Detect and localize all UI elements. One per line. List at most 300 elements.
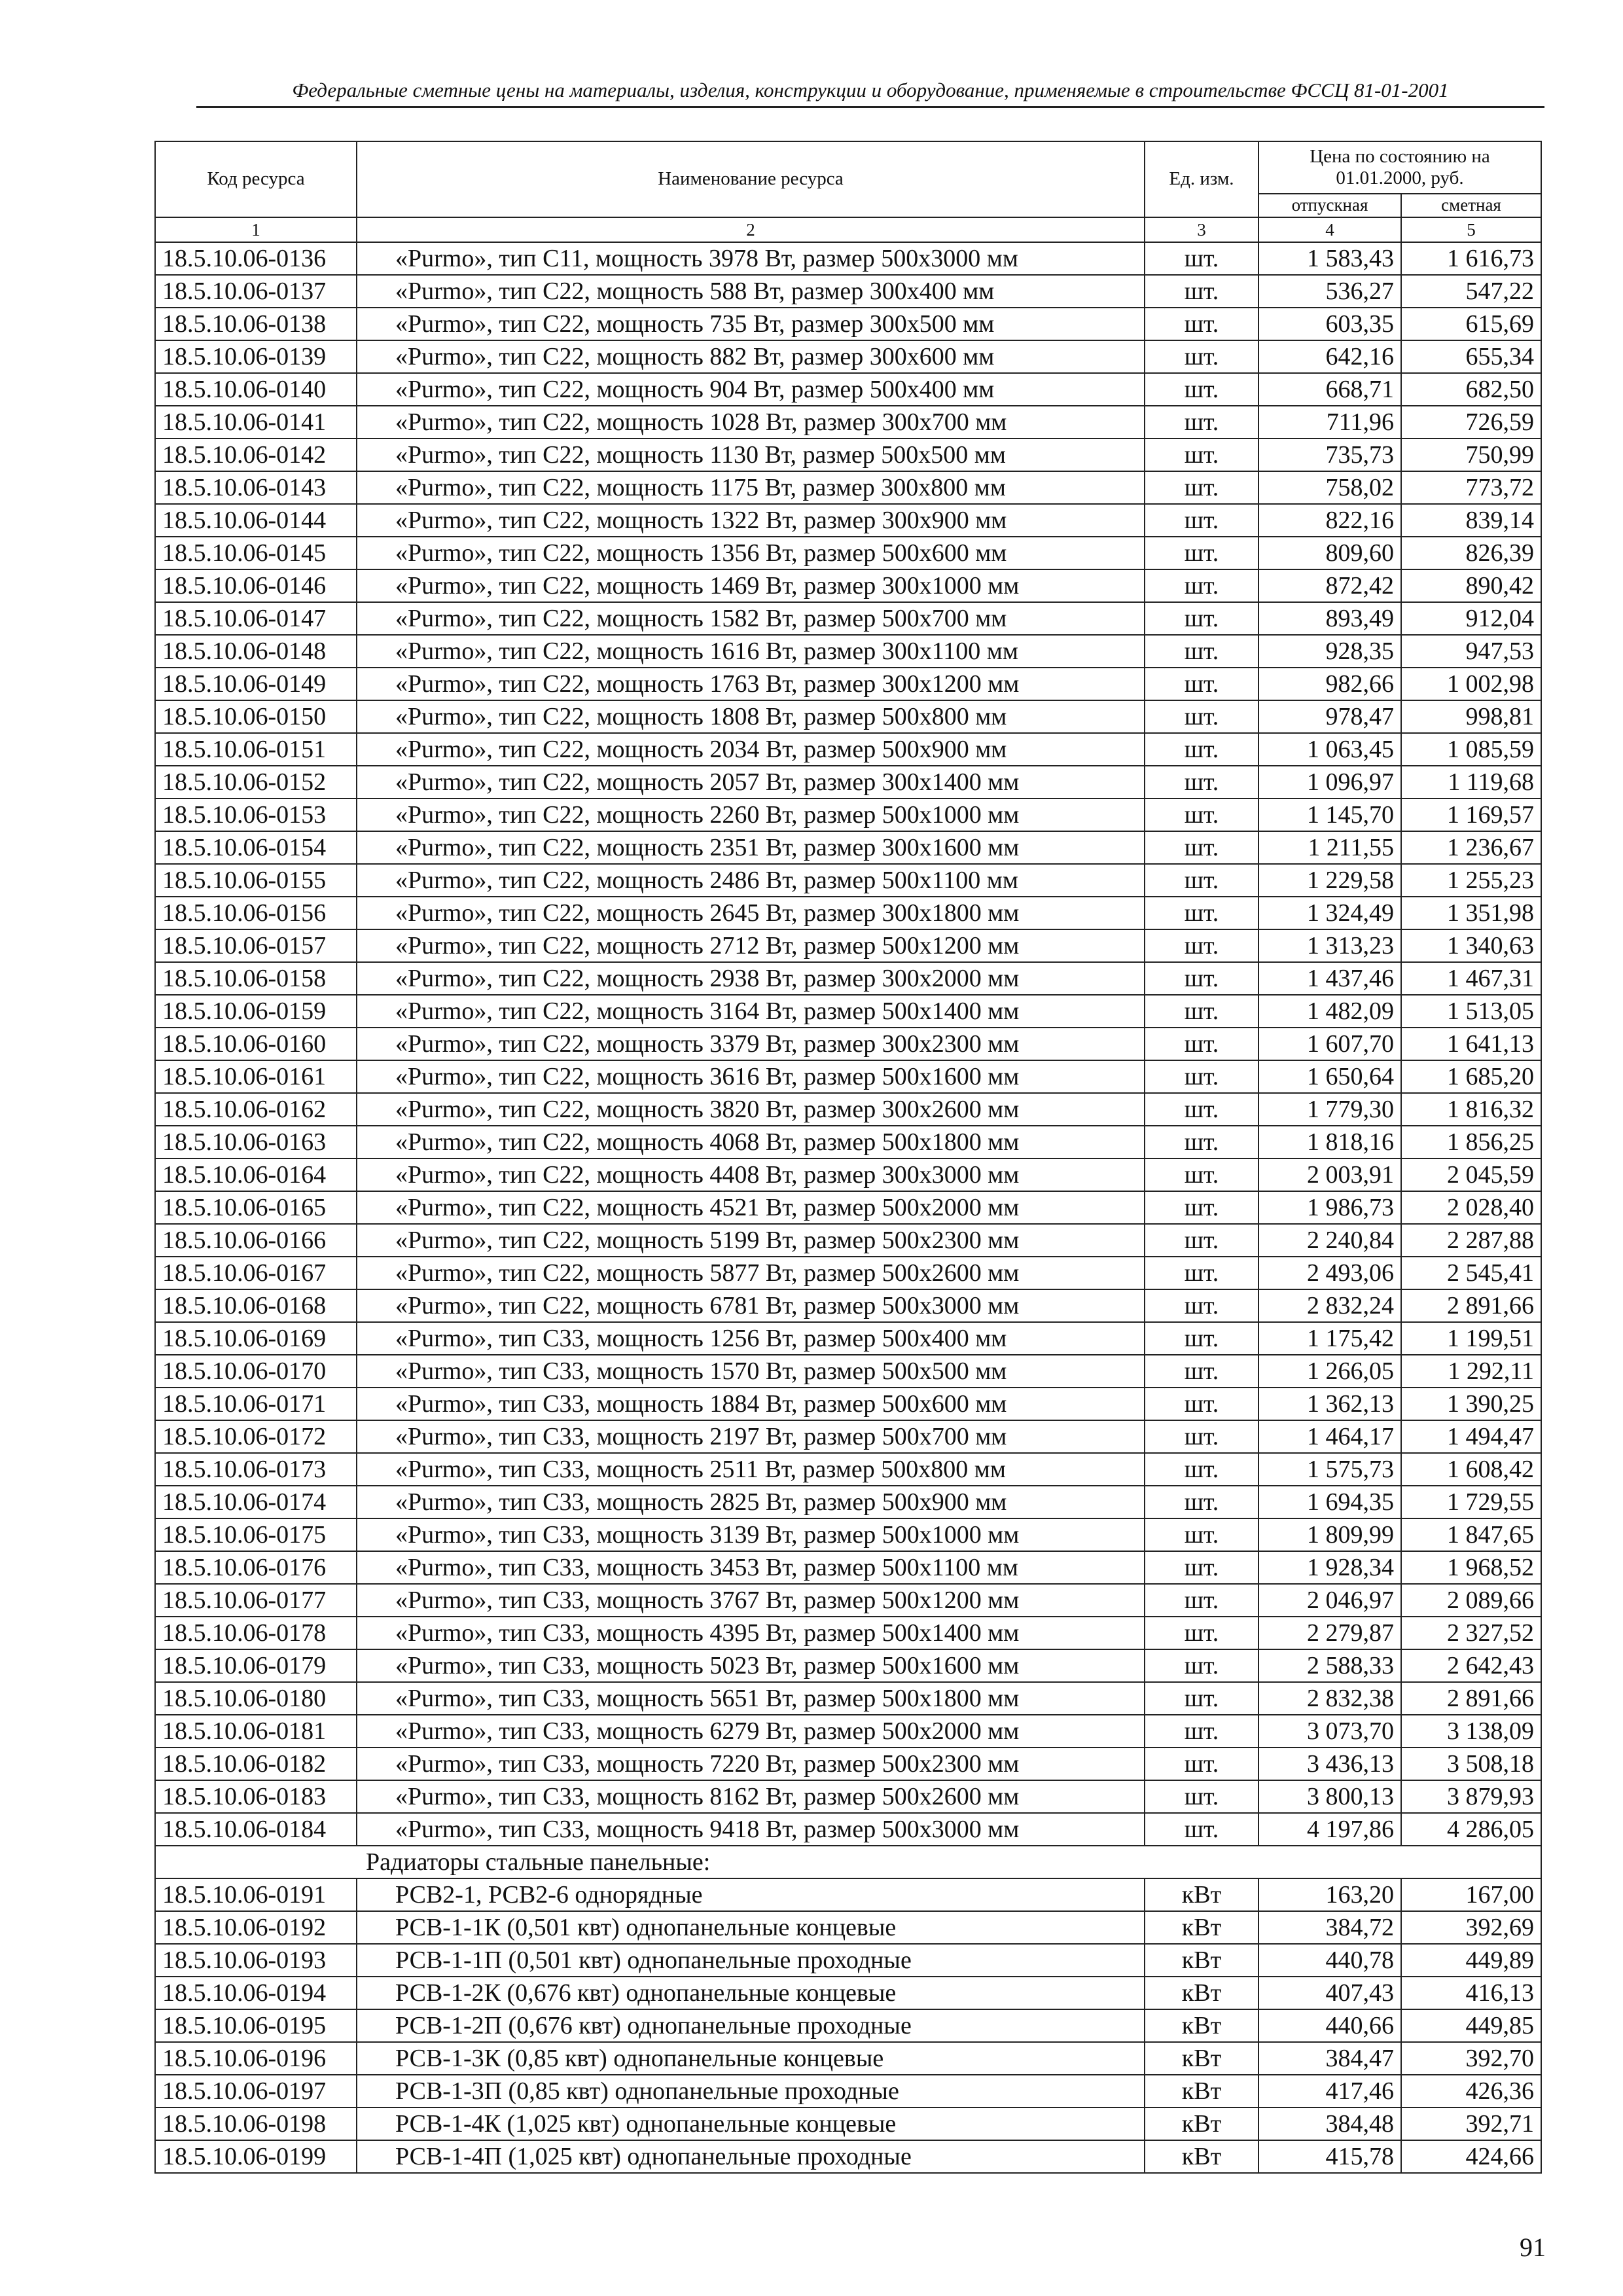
column-number: 5 xyxy=(1401,217,1541,242)
cell-code: 18.5.10.06-0184 xyxy=(155,1813,357,1846)
cell-unit: шт. xyxy=(1145,766,1258,798)
table-row xyxy=(155,537,1541,569)
cell-name: «Purmo», тип C33, мощность 2825 Вт, размер 500х900 мм xyxy=(357,1486,1145,1518)
cell-name: «Purmo», тип C22, мощность 5199 Вт, размер 500х2300 мм xyxy=(357,1224,1145,1257)
cell-code: 18.5.10.06-0158 xyxy=(155,962,357,995)
cell-code: 18.5.10.06-0182 xyxy=(155,1748,357,1780)
cell-name: «Purmo», тип C33, мощность 4395 Вт, размер 500х1400 мм xyxy=(357,1617,1145,1649)
cell-release-price: 440,66 xyxy=(1258,2009,1401,2042)
cell-estimated-price: 1 816,32 xyxy=(1401,1093,1541,1126)
cell-unit: шт. xyxy=(1145,1191,1258,1224)
cell-code: 18.5.10.06-0150 xyxy=(155,700,357,733)
cell-release-price: 1 229,58 xyxy=(1258,864,1401,897)
cell-estimated-price: 1 685,20 xyxy=(1401,1060,1541,1093)
cell-estimated-price: 1 616,73 xyxy=(1401,242,1541,275)
cell-unit: шт. xyxy=(1145,798,1258,831)
table-row xyxy=(155,471,1541,504)
cell-estimated-price: 2 089,66 xyxy=(1401,1584,1541,1617)
cell-code: 18.5.10.06-0198 xyxy=(155,2108,357,2140)
cell-release-price: 1 313,23 xyxy=(1258,929,1401,962)
cell-estimated-price: 1 390,25 xyxy=(1401,1388,1541,1420)
cell-name: «Purmo», тип C33, мощность 3139 Вт, размер 500х1000 мм xyxy=(357,1518,1145,1551)
cell-unit: кВт xyxy=(1145,1878,1258,1911)
cell-release-price: 2 588,33 xyxy=(1258,1649,1401,1682)
cell-release-price: 384,48 xyxy=(1258,2108,1401,2140)
cell-unit: шт. xyxy=(1145,1126,1258,1158)
cell-release-price: 668,71 xyxy=(1258,373,1401,406)
cell-code: 18.5.10.06-0171 xyxy=(155,1388,357,1420)
table-row xyxy=(155,995,1541,1028)
table-body xyxy=(155,242,1541,2173)
table-row xyxy=(155,373,1541,406)
header-code: Код ресурса xyxy=(155,141,357,217)
price-table xyxy=(154,141,1542,2174)
cell-name: «Purmo», тип C11, мощность 3978 Вт, размер 500х3000 мм xyxy=(357,242,1145,275)
cell-release-price: 1 809,99 xyxy=(1258,1518,1401,1551)
cell-code: 18.5.10.06-0156 xyxy=(155,897,357,929)
cell-unit: шт. xyxy=(1145,1289,1258,1322)
cell-release-price: 2 493,06 xyxy=(1258,1257,1401,1289)
cell-code: 18.5.10.06-0197 xyxy=(155,2075,357,2108)
cell-unit: кВт xyxy=(1145,1911,1258,1944)
cell-name: «Purmo», тип C22, мощность 3616 Вт, размер 500х1600 мм xyxy=(357,1060,1145,1093)
cell-release-price: 1 464,17 xyxy=(1258,1420,1401,1453)
cell-estimated-price: 726,59 xyxy=(1401,406,1541,439)
cell-code: 18.5.10.06-0191 xyxy=(155,1878,357,1911)
cell-unit: шт. xyxy=(1145,242,1258,275)
cell-name: «Purmo», тип C22, мощность 1322 Вт, размер 300х900 мм xyxy=(357,504,1145,537)
cell-release-price: 735,73 xyxy=(1258,439,1401,471)
cell-unit: кВт xyxy=(1145,2075,1258,2108)
table-row xyxy=(155,1126,1541,1158)
cell-estimated-price: 1 968,52 xyxy=(1401,1551,1541,1584)
cell-unit: шт. xyxy=(1145,668,1258,700)
table-row xyxy=(155,1748,1541,1780)
cell-code: 18.5.10.06-0157 xyxy=(155,929,357,962)
cell-estimated-price: 1 340,63 xyxy=(1401,929,1541,962)
cell-name: «Purmo», тип C22, мощность 2351 Вт, размер 300х1600 мм xyxy=(357,831,1145,864)
cell-name: «Purmo», тип C33, мощность 3453 Вт, размер 500х1100 мм xyxy=(357,1551,1145,1584)
table-row xyxy=(155,1486,1541,1518)
cell-code: 18.5.10.06-0172 xyxy=(155,1420,357,1453)
table-row xyxy=(155,635,1541,668)
cell-release-price: 809,60 xyxy=(1258,537,1401,569)
cell-code: 18.5.10.06-0175 xyxy=(155,1518,357,1551)
cell-unit: шт. xyxy=(1145,1486,1258,1518)
cell-unit: шт. xyxy=(1145,1748,1258,1780)
cell-estimated-price: 424,66 xyxy=(1401,2140,1541,2173)
cell-name: «Purmo», тип C22, мощность 2034 Вт, размер 500х900 мм xyxy=(357,733,1145,766)
cell-unit: шт. xyxy=(1145,864,1258,897)
table-row xyxy=(155,1093,1541,1126)
cell-unit: шт. xyxy=(1145,406,1258,439)
cell-release-price: 1 211,55 xyxy=(1258,831,1401,864)
cell-unit: кВт xyxy=(1145,2009,1258,2042)
cell-estimated-price: 392,69 xyxy=(1401,1911,1541,1944)
cell-release-price: 982,66 xyxy=(1258,668,1401,700)
cell-unit: шт. xyxy=(1145,733,1258,766)
cell-estimated-price: 416,13 xyxy=(1401,1977,1541,2009)
cell-release-price: 1 779,30 xyxy=(1258,1093,1401,1126)
cell-name: «Purmo», тип C22, мощность 3164 Вт, размер 500х1400 мм xyxy=(357,995,1145,1028)
cell-release-price: 1 482,09 xyxy=(1258,995,1401,1028)
cell-estimated-price: 1 729,55 xyxy=(1401,1486,1541,1518)
cell-unit: шт. xyxy=(1145,471,1258,504)
cell-estimated-price: 3 138,09 xyxy=(1401,1715,1541,1748)
cell-code: 18.5.10.06-0179 xyxy=(155,1649,357,1682)
cell-estimated-price: 392,71 xyxy=(1401,2108,1541,2140)
cell-release-price: 822,16 xyxy=(1258,504,1401,537)
cell-estimated-price: 1 169,57 xyxy=(1401,798,1541,831)
section-row xyxy=(155,1846,1541,1878)
cell-code: 18.5.10.06-0178 xyxy=(155,1617,357,1649)
table-row xyxy=(155,1158,1541,1191)
cell-code: 18.5.10.06-0196 xyxy=(155,2042,357,2075)
cell-code: 18.5.10.06-0137 xyxy=(155,275,357,308)
cell-estimated-price: 890,42 xyxy=(1401,569,1541,602)
table-row xyxy=(155,1682,1541,1715)
cell-unit: шт. xyxy=(1145,995,1258,1028)
cell-code: 18.5.10.06-0161 xyxy=(155,1060,357,1093)
cell-name: «Purmo», тип C22, мощность 1616 Вт, размер 300х1100 мм xyxy=(357,635,1145,668)
cell-release-price: 2 240,84 xyxy=(1258,1224,1401,1257)
table-row xyxy=(155,1911,1541,1944)
page-number: 91 xyxy=(1520,2233,1546,2262)
cell-name: «Purmo», тип C22, мощность 904 Вт, размер 500х400 мм xyxy=(357,373,1145,406)
cell-code: 18.5.10.06-0167 xyxy=(155,1257,357,1289)
cell-code: 18.5.10.06-0199 xyxy=(155,2140,357,2173)
cell-name: «Purmo», тип C33, мощность 2197 Вт, размер 500х700 мм xyxy=(357,1420,1145,1453)
cell-release-price: 3 800,13 xyxy=(1258,1780,1401,1813)
table-row xyxy=(155,962,1541,995)
cell-unit: шт. xyxy=(1145,373,1258,406)
cell-code: 18.5.10.06-0152 xyxy=(155,766,357,798)
cell-estimated-price: 392,70 xyxy=(1401,2042,1541,2075)
header-row xyxy=(155,141,1541,194)
cell-name: «Purmo», тип C22, мощность 1356 Вт, размер 500х600 мм xyxy=(357,537,1145,569)
table-row xyxy=(155,439,1541,471)
cell-estimated-price: 2 891,66 xyxy=(1401,1682,1541,1715)
table-row xyxy=(155,1977,1541,2009)
cell-code: 18.5.10.06-0159 xyxy=(155,995,357,1028)
cell-estimated-price: 4 286,05 xyxy=(1401,1813,1541,1846)
cell-release-price: 978,47 xyxy=(1258,700,1401,733)
table-row xyxy=(155,340,1541,373)
column-number: 4 xyxy=(1258,217,1401,242)
section-spacer xyxy=(155,1846,357,1878)
cell-release-price: 1 096,97 xyxy=(1258,766,1401,798)
cell-code: 18.5.10.06-0177 xyxy=(155,1584,357,1617)
cell-estimated-price: 1 199,51 xyxy=(1401,1322,1541,1355)
cell-unit: шт. xyxy=(1145,1093,1258,1126)
table-row xyxy=(155,897,1541,929)
cell-name: «Purmo», тип C22, мощность 3820 Вт, размер 300х2600 мм xyxy=(357,1093,1145,1126)
cell-unit: кВт xyxy=(1145,1977,1258,2009)
cell-unit: шт. xyxy=(1145,1388,1258,1420)
cell-estimated-price: 1 085,59 xyxy=(1401,733,1541,766)
cell-estimated-price: 1 641,13 xyxy=(1401,1028,1541,1060)
cell-release-price: 1 928,34 xyxy=(1258,1551,1401,1584)
cell-estimated-price: 1 513,05 xyxy=(1401,995,1541,1028)
header-estimated-price: сметная xyxy=(1401,194,1541,217)
cell-code: 18.5.10.06-0166 xyxy=(155,1224,357,1257)
cell-estimated-price: 912,04 xyxy=(1401,602,1541,635)
table-row xyxy=(155,2075,1541,2108)
cell-name: «Purmo», тип C22, мощность 1808 Вт, размер 500х800 мм xyxy=(357,700,1145,733)
cell-unit: шт. xyxy=(1145,308,1258,340)
cell-name: РСВ-1-2П (0,676 квт) однопанельные проходные xyxy=(357,2009,1145,2042)
cell-code: 18.5.10.06-0142 xyxy=(155,439,357,471)
cell-release-price: 2 832,38 xyxy=(1258,1682,1401,1715)
cell-estimated-price: 1 292,11 xyxy=(1401,1355,1541,1388)
cell-unit: шт. xyxy=(1145,602,1258,635)
table-row xyxy=(155,668,1541,700)
cell-code: 18.5.10.06-0136 xyxy=(155,242,357,275)
cell-estimated-price: 3 879,93 xyxy=(1401,1780,1541,1813)
table-row xyxy=(155,2009,1541,2042)
cell-code: 18.5.10.06-0183 xyxy=(155,1780,357,1813)
table-row xyxy=(155,1028,1541,1060)
table-row xyxy=(155,242,1541,275)
cell-unit: шт. xyxy=(1145,1322,1258,1355)
cell-estimated-price: 426,36 xyxy=(1401,2075,1541,2108)
cell-estimated-price: 839,14 xyxy=(1401,504,1541,537)
cell-unit: шт. xyxy=(1145,897,1258,929)
cell-code: 18.5.10.06-0168 xyxy=(155,1289,357,1322)
table-row xyxy=(155,1322,1541,1355)
cell-unit: шт. xyxy=(1145,1028,1258,1060)
cell-release-price: 872,42 xyxy=(1258,569,1401,602)
table-row xyxy=(155,1780,1541,1813)
cell-release-price: 928,35 xyxy=(1258,635,1401,668)
cell-unit: шт. xyxy=(1145,439,1258,471)
cell-release-price: 2 279,87 xyxy=(1258,1617,1401,1649)
cell-unit: шт. xyxy=(1145,635,1258,668)
cell-estimated-price: 2 045,59 xyxy=(1401,1158,1541,1191)
cell-code: 18.5.10.06-0144 xyxy=(155,504,357,537)
cell-name: «Purmo», тип C22, мощность 4521 Вт, размер 500х2000 мм xyxy=(357,1191,1145,1224)
cell-release-price: 1 607,70 xyxy=(1258,1028,1401,1060)
column-number: 3 xyxy=(1145,217,1258,242)
table-row xyxy=(155,2140,1541,2173)
cell-unit: шт. xyxy=(1145,1453,1258,1486)
cell-code: 18.5.10.06-0176 xyxy=(155,1551,357,1584)
cell-code: 18.5.10.06-0163 xyxy=(155,1126,357,1158)
table-row xyxy=(155,831,1541,864)
cell-release-price: 2 832,24 xyxy=(1258,1289,1401,1322)
cell-estimated-price: 2 642,43 xyxy=(1401,1649,1541,1682)
table-row xyxy=(155,1420,1541,1453)
cell-estimated-price: 998,81 xyxy=(1401,700,1541,733)
cell-unit: шт. xyxy=(1145,1813,1258,1846)
cell-release-price: 440,78 xyxy=(1258,1944,1401,1977)
cell-name: РСВ-1-1К (0,501 квт) однопанельные концевые xyxy=(357,1911,1145,1944)
header-release-price: отпускная xyxy=(1258,194,1401,217)
cell-name: «Purmo», тип C22, мощность 5877 Вт, размер 500х2600 мм xyxy=(357,1257,1145,1289)
cell-estimated-price: 655,34 xyxy=(1401,340,1541,373)
header-name: Наименование ресурса xyxy=(357,141,1145,217)
cell-code: 18.5.10.06-0170 xyxy=(155,1355,357,1388)
cell-unit: шт. xyxy=(1145,929,1258,962)
cell-unit: шт. xyxy=(1145,1682,1258,1715)
cell-release-price: 1 362,13 xyxy=(1258,1388,1401,1420)
column-number: 2 xyxy=(357,217,1145,242)
cell-release-price: 1 266,05 xyxy=(1258,1355,1401,1388)
cell-name: «Purmo», тип C22, мощность 6781 Вт, размер 500х3000 мм xyxy=(357,1289,1145,1322)
cell-name: РСВ-1-3П (0,85 квт) однопанельные проходные xyxy=(357,2075,1145,2108)
cell-release-price: 1 324,49 xyxy=(1258,897,1401,929)
cell-estimated-price: 2 545,41 xyxy=(1401,1257,1541,1289)
table-row xyxy=(155,1388,1541,1420)
cell-name: «Purmo», тип C22, мощность 1130 Вт, размер 500х500 мм xyxy=(357,439,1145,471)
table-row xyxy=(155,2042,1541,2075)
cell-code: 18.5.10.06-0192 xyxy=(155,1911,357,1944)
cell-name: «Purmo», тип C22, мощность 2057 Вт, размер 300х1400 мм xyxy=(357,766,1145,798)
cell-release-price: 1 818,16 xyxy=(1258,1126,1401,1158)
cell-unit: шт. xyxy=(1145,1060,1258,1093)
cell-name: «Purmo», тип C33, мощность 7220 Вт, размер 500х2300 мм xyxy=(357,1748,1145,1780)
cell-name: «Purmo», тип C33, мощность 5023 Вт, размер 500х1600 мм xyxy=(357,1649,1145,1682)
table-row xyxy=(155,1191,1541,1224)
table-row xyxy=(155,733,1541,766)
table-row xyxy=(155,1551,1541,1584)
cell-release-price: 1 437,46 xyxy=(1258,962,1401,995)
cell-release-price: 163,20 xyxy=(1258,1878,1401,1911)
cell-estimated-price: 1 467,31 xyxy=(1401,962,1541,995)
table-row xyxy=(155,1649,1541,1682)
cell-unit: шт. xyxy=(1145,1158,1258,1191)
cell-name: «Purmo», тип C22, мощность 588 Вт, размер 300х400 мм xyxy=(357,275,1145,308)
cell-code: 18.5.10.06-0153 xyxy=(155,798,357,831)
cell-code: 18.5.10.06-0148 xyxy=(155,635,357,668)
table-row xyxy=(155,1453,1541,1486)
cell-release-price: 1 063,45 xyxy=(1258,733,1401,766)
cell-unit: шт. xyxy=(1145,1649,1258,1682)
cell-release-price: 1 650,64 xyxy=(1258,1060,1401,1093)
cell-estimated-price: 1 236,67 xyxy=(1401,831,1541,864)
cell-release-price: 4 197,86 xyxy=(1258,1813,1401,1846)
cell-name: «Purmo», тип C33, мощность 9418 Вт, размер 500х3000 мм xyxy=(357,1813,1145,1846)
cell-unit: шт. xyxy=(1145,1584,1258,1617)
cell-unit: шт. xyxy=(1145,275,1258,308)
section-heading: Радиаторы стальные панельные: xyxy=(357,1846,1541,1878)
cell-unit: шт. xyxy=(1145,1551,1258,1584)
cell-unit: шт. xyxy=(1145,537,1258,569)
cell-code: 18.5.10.06-0149 xyxy=(155,668,357,700)
cell-name: «Purmo», тип C22, мощность 3379 Вт, размер 300х2300 мм xyxy=(357,1028,1145,1060)
cell-release-price: 384,47 xyxy=(1258,2042,1401,2075)
table-row xyxy=(155,1224,1541,1257)
cell-release-price: 758,02 xyxy=(1258,471,1401,504)
column-number-row xyxy=(155,217,1541,242)
cell-name: РСВ-1-3К (0,85 квт) однопанельные концевые xyxy=(357,2042,1145,2075)
cell-unit: шт. xyxy=(1145,962,1258,995)
cell-release-price: 1 175,42 xyxy=(1258,1322,1401,1355)
cell-estimated-price: 1 608,42 xyxy=(1401,1453,1541,1486)
table-row xyxy=(155,1813,1541,1846)
table-row xyxy=(155,1878,1541,1911)
cell-release-price: 3 073,70 xyxy=(1258,1715,1401,1748)
cell-name: «Purmo», тип C22, мощность 1582 Вт, размер 500х700 мм xyxy=(357,602,1145,635)
table-row xyxy=(155,1617,1541,1649)
cell-name: «Purmo», тип C33, мощность 6279 Вт, размер 500х2000 мм xyxy=(357,1715,1145,1748)
cell-code: 18.5.10.06-0139 xyxy=(155,340,357,373)
table-row xyxy=(155,1518,1541,1551)
cell-estimated-price: 773,72 xyxy=(1401,471,1541,504)
cell-name: РСВ-1-4К (1,025 квт) однопанельные концевые xyxy=(357,2108,1145,2140)
table-row xyxy=(155,1715,1541,1748)
cell-name: «Purmo», тип C22, мощность 2712 Вт, размер 500х1200 мм xyxy=(357,929,1145,962)
cell-unit: шт. xyxy=(1145,340,1258,373)
cell-estimated-price: 1 856,25 xyxy=(1401,1126,1541,1158)
cell-unit: шт. xyxy=(1145,504,1258,537)
cell-name: «Purmo», тип C33, мощность 5651 Вт, размер 500х1800 мм xyxy=(357,1682,1145,1715)
table-row xyxy=(155,766,1541,798)
cell-name: «Purmo», тип C33, мощность 2511 Вт, размер 500х800 мм xyxy=(357,1453,1145,1486)
cell-release-price: 642,16 xyxy=(1258,340,1401,373)
cell-code: 18.5.10.06-0146 xyxy=(155,569,357,602)
cell-name: «Purmo», тип C22, мощность 1175 Вт, размер 300х800 мм xyxy=(357,471,1145,504)
cell-estimated-price: 2 891,66 xyxy=(1401,1289,1541,1322)
cell-name: «Purmo», тип C33, мощность 3767 Вт, размер 500х1200 мм xyxy=(357,1584,1145,1617)
cell-release-price: 415,78 xyxy=(1258,2140,1401,2173)
cell-release-price: 1 583,43 xyxy=(1258,242,1401,275)
cell-estimated-price: 1 847,65 xyxy=(1401,1518,1541,1551)
cell-release-price: 1 694,35 xyxy=(1258,1486,1401,1518)
cell-release-price: 711,96 xyxy=(1258,406,1401,439)
cell-unit: шт. xyxy=(1145,1780,1258,1813)
cell-code: 18.5.10.06-0155 xyxy=(155,864,357,897)
table-row xyxy=(155,602,1541,635)
cell-release-price: 3 436,13 xyxy=(1258,1748,1401,1780)
cell-code: 18.5.10.06-0145 xyxy=(155,537,357,569)
cell-name: «Purmo», тип C22, мощность 2938 Вт, размер 300х2000 мм xyxy=(357,962,1145,995)
cell-unit: шт. xyxy=(1145,831,1258,864)
cell-unit: шт. xyxy=(1145,1617,1258,1649)
cell-code: 18.5.10.06-0138 xyxy=(155,308,357,340)
cell-code: 18.5.10.06-0173 xyxy=(155,1453,357,1486)
cell-release-price: 1 145,70 xyxy=(1258,798,1401,831)
cell-name: «Purmo», тип C22, мощность 735 Вт, размер 300х500 мм xyxy=(357,308,1145,340)
cell-name: «Purmo», тип C33, мощность 8162 Вт, размер 500х2600 мм xyxy=(357,1780,1145,1813)
cell-unit: шт. xyxy=(1145,1257,1258,1289)
cell-release-price: 1 575,73 xyxy=(1258,1453,1401,1486)
cell-name: РСВ-1-2К (0,676 квт) однопанельные концевые xyxy=(357,1977,1145,2009)
cell-unit: шт. xyxy=(1145,569,1258,602)
cell-code: 18.5.10.06-0165 xyxy=(155,1191,357,1224)
cell-unit: шт. xyxy=(1145,1224,1258,1257)
cell-code: 18.5.10.06-0180 xyxy=(155,1682,357,1715)
cell-estimated-price: 682,50 xyxy=(1401,373,1541,406)
table-row xyxy=(155,504,1541,537)
cell-code: 18.5.10.06-0181 xyxy=(155,1715,357,1748)
cell-release-price: 2 046,97 xyxy=(1258,1584,1401,1617)
cell-code: 18.5.10.06-0147 xyxy=(155,602,357,635)
cell-name: РСВ-1-1П (0,501 квт) однопанельные проходные xyxy=(357,1944,1145,1977)
cell-name: «Purmo», тип C22, мощность 2486 Вт, размер 500х1100 мм xyxy=(357,864,1145,897)
cell-code: 18.5.10.06-0140 xyxy=(155,373,357,406)
running-header xyxy=(196,72,1544,108)
cell-name: «Purmo», тип C33, мощность 1256 Вт, размер 500х400 мм xyxy=(357,1322,1145,1355)
cell-estimated-price: 449,89 xyxy=(1401,1944,1541,1977)
cell-name: «Purmo», тип C33, мощность 1570 Вт, размер 500х500 мм xyxy=(357,1355,1145,1388)
cell-name: «Purmo», тип C22, мощность 882 Вт, размер 300х600 мм xyxy=(357,340,1145,373)
cell-estimated-price: 1 494,47 xyxy=(1401,1420,1541,1453)
table-row xyxy=(155,275,1541,308)
cell-code: 18.5.10.06-0143 xyxy=(155,471,357,504)
cell-code: 18.5.10.06-0151 xyxy=(155,733,357,766)
cell-name: «Purmo», тип C22, мощность 1028 Вт, размер 300х700 мм xyxy=(357,406,1145,439)
